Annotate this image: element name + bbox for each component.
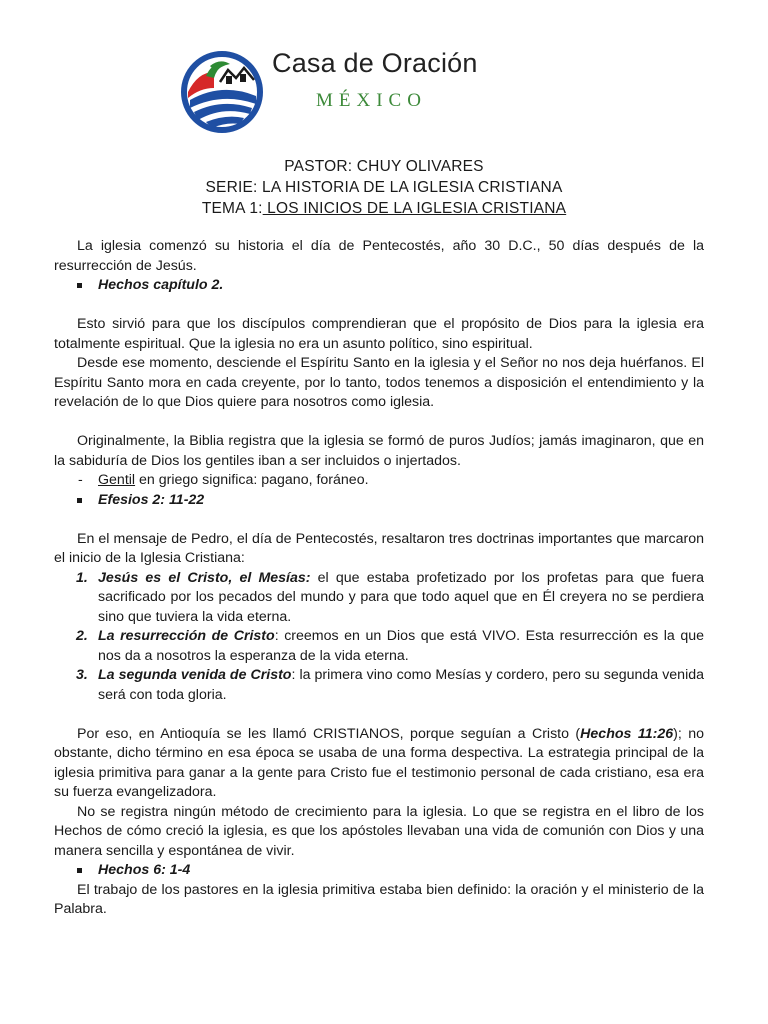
logo-title: Casa de Oración bbox=[272, 48, 478, 78]
topic-line bbox=[0, 198, 768, 219]
paragraph-text: Por eso, en Antioquía se les llamó CRISTIANOS, porque seguían a Cristo ( bbox=[77, 725, 581, 742]
paragraph-gap bbox=[54, 705, 704, 725]
paragraph: Originalmente, la Biblia registra que la iglesia se formó de puros Judíos; jamás imaginaron, que en la sabiduría de Dios los gentiles iban a ser incluidos o injertados. bbox=[54, 433, 704, 469]
logo-subtitle: MÉXICO bbox=[316, 90, 427, 111]
topic-title: LOS INICIOS DE LA IGLESIA CRISTIANA bbox=[262, 200, 567, 217]
term-definition: en griego significa: pagano, foráneo. bbox=[135, 472, 369, 488]
paragraph: Desde ese momento, desciende el Espíritu Santo en la iglesia y el Señor no nos deja huérfanos. El Espíritu Santo mora en cada creyente, por lo tanto, todos tenemos a disposición el entendimiento y la revelación de lo que Dios quiere para nosotros como iglesia. bbox=[54, 355, 704, 410]
paragraph: La iglesia comenzó su historia el día de Pentecostés, año 30 D.C., 50 días después de la resurrección de Jesús. bbox=[54, 238, 704, 274]
doctrine-text: : la primera vino como Mesías y cordero, pero su segunda venida será con toda gloria. bbox=[98, 667, 705, 703]
bullet-item: Hechos capítulo 2. bbox=[54, 276, 704, 296]
scripture-reference: Hechos 11:26 bbox=[580, 725, 674, 742]
bullet-list bbox=[54, 491, 704, 511]
logo bbox=[176, 42, 516, 132]
item-number: 3. bbox=[76, 667, 88, 683]
doctrine-text: : creemos en un Dios que está VIVO. Esta resurrección es la que nos da a nosotros la esperanza de la vida eterna. bbox=[98, 628, 704, 664]
bullet-list bbox=[54, 276, 704, 296]
pastor-line: PASTOR: CHUY OLIVARES bbox=[284, 158, 484, 175]
doctrine-title: La segunda venida de Cristo bbox=[98, 667, 292, 683]
item-number: 2. bbox=[76, 628, 88, 644]
doctrine-item bbox=[54, 569, 704, 628]
paragraph: En el mensaje de Pedro, el día de Pentecostés, resaltaron tres doctrinas importantes que marcaron el inicio de la Iglesia Cristiana: bbox=[54, 530, 704, 566]
paragraph-text: ); no obstante, dicho término en esa época se usaba de una forma despectiva. La estrategia principal de la iglesia primitiva para ganar a la gente para Cristo fue el testimonio personal de cada cristiano, esa era su fuerza evangelizadora. bbox=[54, 725, 704, 800]
item-number: 1. bbox=[76, 569, 88, 586]
paragraph: Esto sirvió para que los discípulos comprendieran que el propósito de Dios para la iglesia era totalmente espiritual. Que la iglesia no era un asunto político, sino espiritual. bbox=[54, 316, 704, 352]
doctrine-list bbox=[54, 569, 704, 706]
doctrine-item bbox=[54, 627, 704, 666]
paragraph bbox=[54, 725, 704, 803]
term-gentil: Gentil bbox=[98, 472, 136, 488]
paragraph-gap bbox=[54, 296, 704, 316]
doctrine-title: Jesús es el Cristo, el Mesías: bbox=[98, 569, 311, 586]
series-line: SERIE: LA HISTORIA DE LA IGLESIA CRISTIANA bbox=[205, 179, 563, 196]
document-header bbox=[0, 156, 768, 219]
doctrine-item bbox=[54, 666, 704, 705]
paragraph: El trabajo de los pastores en la iglesia primitiva estaba bien definido: la oración y el ministerio de la Palabra. bbox=[54, 881, 704, 917]
doctrine-title: La resurrección de Cristo bbox=[98, 628, 275, 644]
document-body bbox=[54, 237, 704, 920]
topic-prefix: TEMA 1: bbox=[201, 200, 263, 217]
doctrine-text: el que estaba profetizado por los profetas para que fuera sacrificado por los pecados del mundo y para que todo aquel que en Él creyera no se perdiera sino que tuviera la vida eterna. bbox=[98, 569, 704, 625]
bullet-item: Efesios 2: 11-22 bbox=[54, 491, 704, 511]
paragraph-gap bbox=[54, 413, 704, 433]
logo-emblem-icon bbox=[176, 42, 268, 134]
bullet-list bbox=[54, 861, 704, 881]
paragraph: No se registra ningún método de crecimiento para la iglesia. Lo que se registra en el libro de los Hechos de cómo creció la iglesia, es que los apóstoles llevaban una vida de comunión con Dios y una manera sencilla y espontánea de vivir. bbox=[54, 803, 704, 859]
bullet-item: Hechos 6: 1-4 bbox=[54, 861, 704, 881]
paragraph-gap bbox=[54, 510, 704, 530]
dash-list bbox=[54, 471, 704, 491]
dash-item bbox=[54, 471, 704, 491]
